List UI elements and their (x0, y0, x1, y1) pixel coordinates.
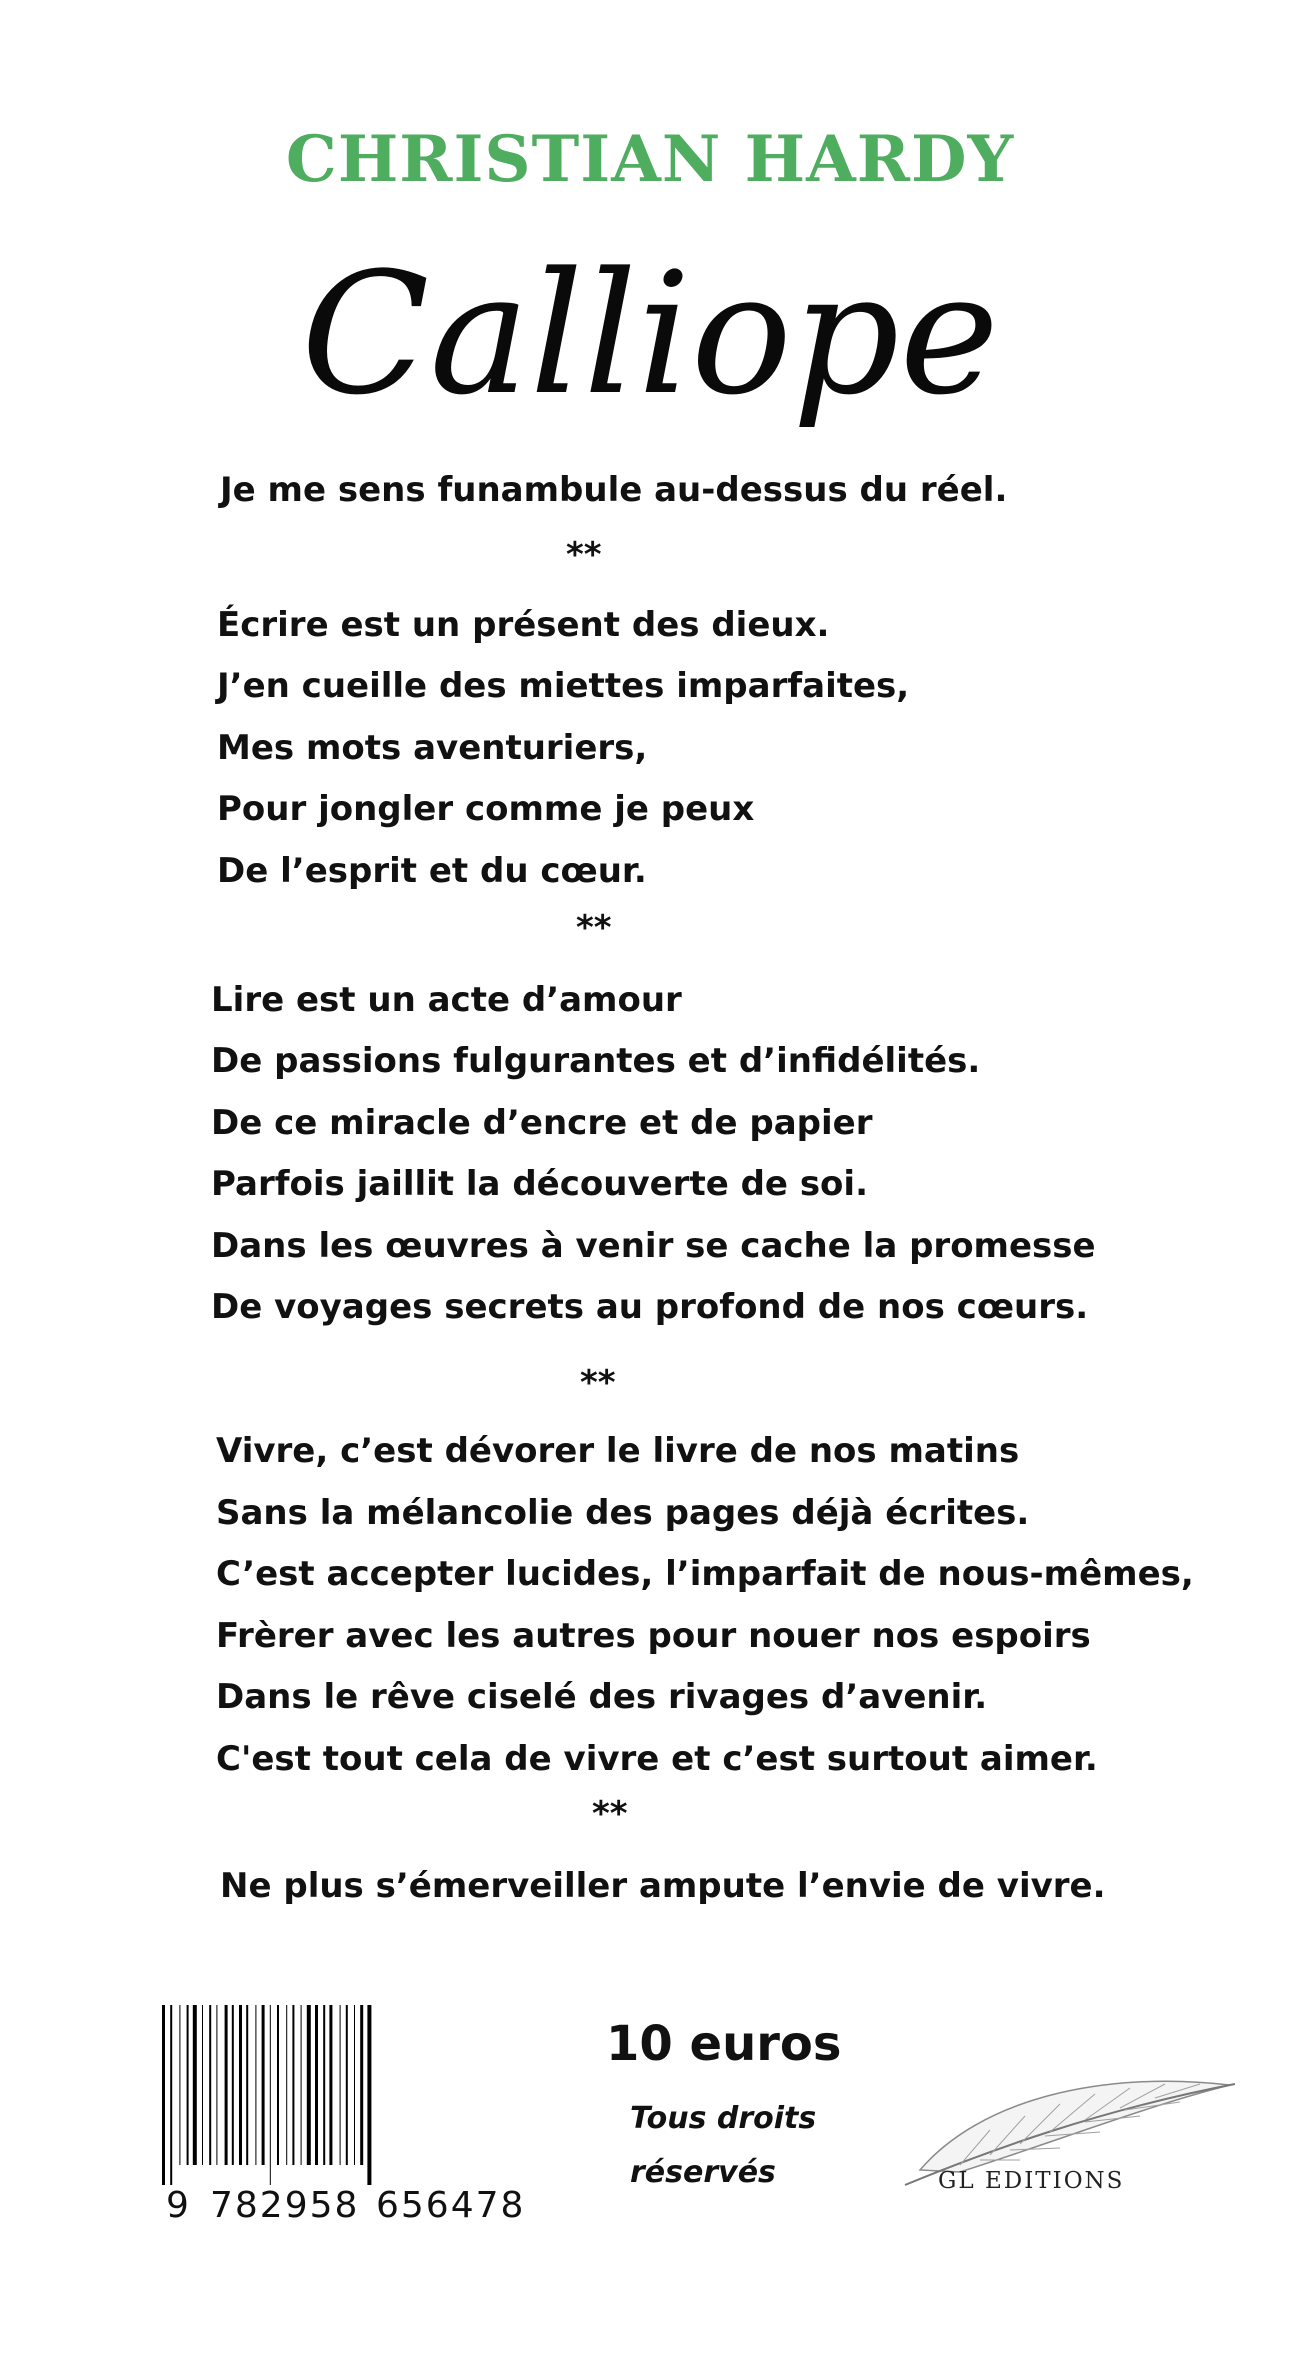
separator: ** (592, 1794, 628, 1834)
stanza2-line: De passions fulgurantes et d’infidélités. (211, 1041, 981, 1081)
separator: ** (566, 535, 602, 575)
barcode-bar (354, 2005, 355, 2165)
stanza1-line: De l’esprit et du cœur. (217, 851, 647, 891)
barcode-digit-first: 9 (166, 2185, 189, 2226)
barcode-bar (292, 2005, 294, 2165)
barcode-digits-left: 782958 (210, 2185, 360, 2226)
barcode-bar (340, 2005, 341, 2165)
barcode-bars (160, 2005, 560, 2185)
price: 10 euros (606, 2016, 842, 2072)
stanza3-line: Sans la mélancolie des pages déjà écrites. (216, 1493, 1030, 1533)
barcode-bar (270, 2005, 271, 2185)
barcode-digits-right: 656478 (376, 2185, 526, 2226)
barcode-bar (277, 2005, 279, 2165)
stanza3-line: C'est tout cela de vivre et c’est surtout aimer. (216, 1739, 1098, 1779)
barcode-bar (367, 2005, 371, 2185)
barcode-bar (193, 2005, 197, 2165)
stanza2-line: Lire est un acte d’amour (211, 980, 682, 1020)
stanza3-line: Vivre, c’est dévorer le livre de nos matins (216, 1431, 1020, 1471)
stanza3-line: Frèrer avec les autres pour nouer nos espoirs (216, 1616, 1091, 1656)
separator: ** (580, 1363, 616, 1403)
barcode-bar (209, 2005, 211, 2165)
barcode-bar (187, 2005, 189, 2165)
barcode-bar (329, 2005, 332, 2165)
stanza1-line: Pour jongler comme je peux (217, 789, 755, 829)
stanza2-line: Parfois jaillit la découverte de soi. (211, 1164, 868, 1204)
poem-intro-line: Je me sens funambule au-dessus du réel. (220, 470, 1008, 510)
rights-line: réservés (630, 2155, 776, 2190)
separator: ** (576, 908, 612, 948)
barcode-bar (360, 2005, 363, 2165)
barcode-bar (225, 2005, 228, 2165)
barcode-bar (232, 2005, 234, 2165)
barcode-bar (323, 2005, 325, 2165)
rights-notice (630, 2092, 850, 2200)
barcode-bar (255, 2005, 256, 2165)
barcode-bar (246, 2005, 248, 2165)
stanza2-line: De ce miracle d’encre et de papier (211, 1103, 873, 1143)
barcode-bar (216, 2005, 217, 2165)
stanza1-line: Mes mots aventuriers, (217, 728, 648, 768)
stanza1-line: J’en cueille des miettes imparfaites, (217, 666, 910, 706)
stanza1-line: Écrire est un présent des dieux. (217, 605, 830, 645)
stanza3-line: C’est accepter lucides, l’imparfait de nous-mêmes, (216, 1554, 1194, 1594)
barcode-bar (301, 2005, 302, 2165)
poem-closing-line: Ne plus s’émerveiller ampute l’envie de vivre. (220, 1866, 1106, 1906)
barcode-bar (162, 2005, 165, 2185)
barcode-bar (307, 2005, 311, 2165)
barcode-bar (315, 2005, 318, 2165)
publisher-logo-text: GL EDITIONS (938, 2168, 1125, 2194)
barcode-bar (262, 2005, 265, 2165)
barcode-bar (202, 2005, 203, 2165)
barcode-bar (170, 2005, 172, 2185)
stanza2-line: Dans les œuvres à venir se cache la promesse (211, 1226, 1096, 1266)
barcode-bar (179, 2005, 180, 2165)
barcode-bar (286, 2005, 287, 2165)
stanza2-line: De voyages secrets au profond de nos cœurs. (211, 1287, 1089, 1327)
rights-line: Tous droits (630, 2101, 817, 2136)
barcode-bar (346, 2005, 348, 2165)
author-name: CHRISTIAN HARDY (285, 122, 1015, 197)
barcode-bar (239, 2005, 242, 2165)
book-title: Calliope (300, 236, 999, 432)
stanza3-line: Dans le rêve ciselé des rivages d’avenir. (216, 1677, 988, 1717)
